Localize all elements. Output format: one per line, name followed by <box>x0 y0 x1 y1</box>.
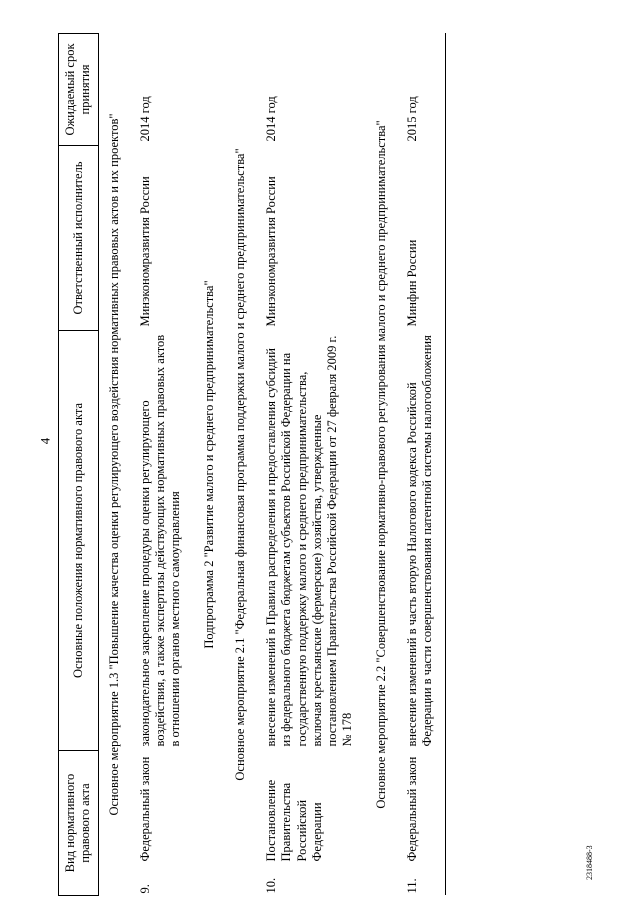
table-row <box>256 34 366 896</box>
section-heading: Основное мероприятие 1.3 "Повышение качества оценки регулирующего воздействия нормативных правовых актов и их проектов" <box>106 113 121 816</box>
act-provisions: законодательное закрепление процедуры оценки регулирующего воздействия, а также экспертизы действующих нормативных правовых актов в отношении органов местного самоуправления <box>137 334 183 747</box>
section-heading: Основное мероприятие 2.2 "Совершенствование нормативно-правового регулирования малого и среднего предпринимательства" <box>373 120 388 809</box>
act-type: Постановление Правительства Российской Федерации <box>264 779 324 862</box>
section-row <box>366 34 397 896</box>
act-deadline: 2014 год <box>264 96 278 142</box>
section-heading: Подпрограмма 2 "Развитие малого и среднего предпринимательства" <box>201 280 216 649</box>
act-type: Федеральный закон <box>137 756 152 862</box>
table-header-row <box>59 34 99 896</box>
section-row <box>98 34 130 896</box>
row-number: 9. <box>137 884 152 894</box>
table-row <box>130 34 194 896</box>
table-row <box>397 34 446 896</box>
rotated-table-container <box>58 16 638 896</box>
header-provisions: Основные положения нормативного правового акта <box>59 331 99 751</box>
page-number: 4 <box>37 437 53 445</box>
header-type: Вид нормативного правового акта <box>59 751 99 896</box>
section-heading: Основное мероприятие 2.1 "Федеральная финансовая программа поддержки малого и среднего предпринимательства" <box>232 148 247 781</box>
row-number: 10. <box>264 877 278 894</box>
section-row <box>194 34 225 896</box>
header-executor: Ответственный исполнитель <box>59 146 99 331</box>
act-deadline: 2015 год <box>397 34 446 146</box>
legal-acts-table <box>58 33 446 896</box>
act-executor: Минфин России <box>397 146 446 331</box>
act-executor: Минэкономразвития России <box>264 176 278 327</box>
act-provisions: внесение изменений в часть вторую Налогового кодекса Российской Федерации в части совершенствования патентной системы налогообложения <box>397 331 446 751</box>
act-deadline: 2014 год <box>137 96 152 142</box>
act-provisions: внесение изменений в Правила распределения и предоставления субсидий из федерального бюджета бюджетам субъектов Российской Федерации на государственную поддержку малого и среднего предпринимательства, включая крестьянские (фермерские) хозяйства, утвержденные постановлением Правительства Российской Федерации от 27 февраля 2009 г. № 178 <box>264 335 355 747</box>
document-id: 2318488-3 <box>585 845 594 880</box>
act-executor: Минэкономразвития России <box>137 176 152 327</box>
section-row <box>225 34 256 896</box>
header-deadline: Ожидаемый срок принятия <box>59 34 99 146</box>
act-type: Федеральный закон <box>397 751 446 866</box>
row-number: 11. <box>397 866 446 896</box>
